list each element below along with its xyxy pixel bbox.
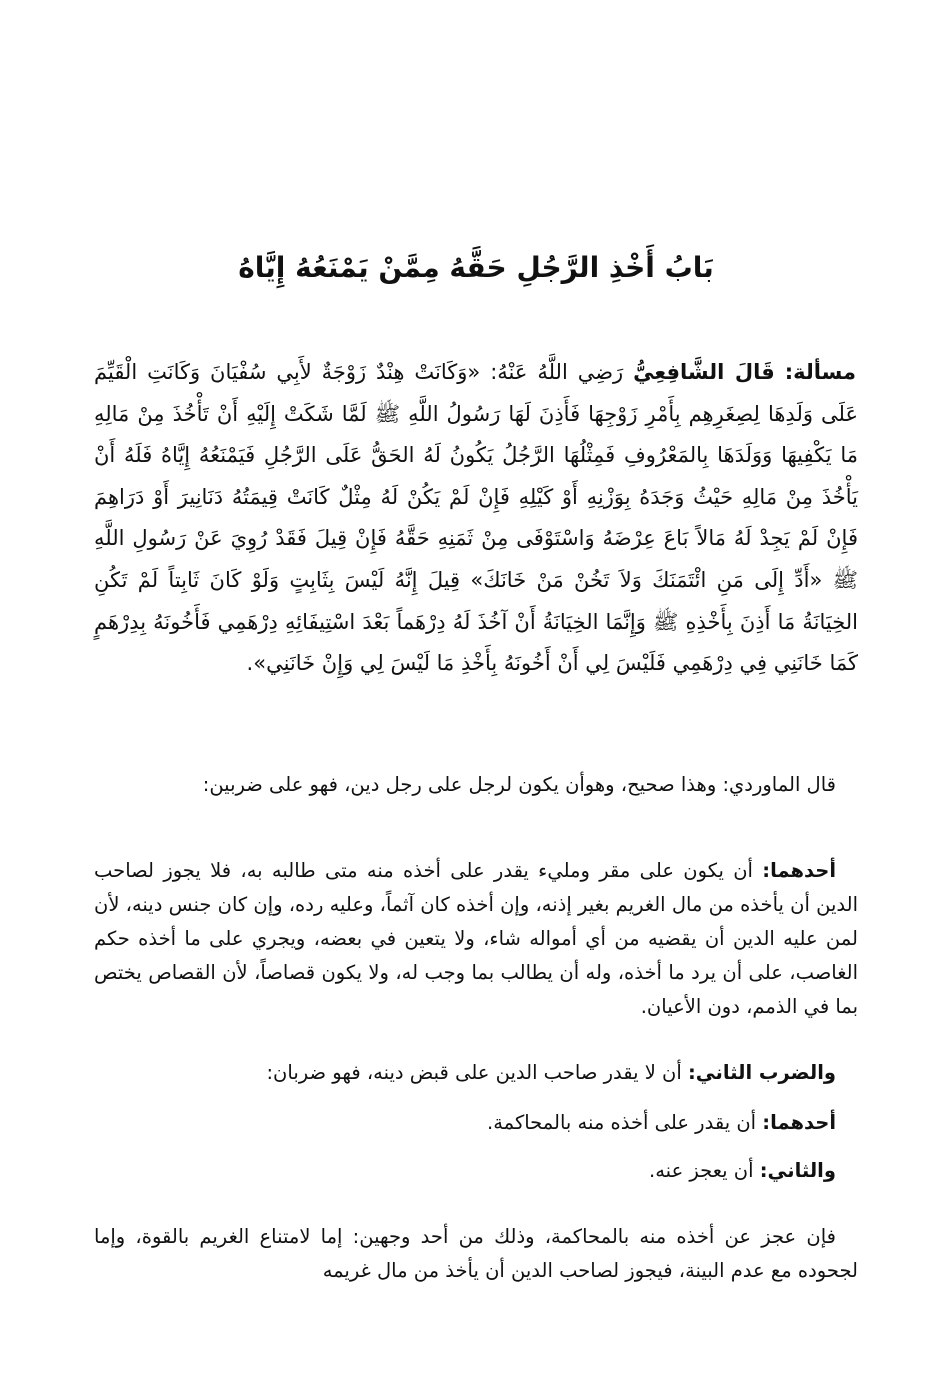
- commentary-paragraph: [94, 1106, 858, 1140]
- matn-speaker: قَالَ الشَّافِعِيُّ: [633, 360, 775, 384]
- paragraph-text: أن يعجز عنه.: [649, 1159, 754, 1182]
- commentary-paragraph: [94, 1056, 858, 1090]
- commentary-paragraph: [94, 1220, 858, 1288]
- masala-label: مسألة:: [784, 360, 856, 384]
- commentary-paragraph: [94, 854, 858, 1024]
- book-page: [94, 0, 858, 1375]
- commentary-paragraph: [94, 1154, 858, 1188]
- paragraph-text: قال الماوردي: وهذا صحيح، وهوأن يكون لرجل على رجل دين، فهو على ضربين:: [202, 773, 836, 796]
- matn-text: رَضِي اللَّهُ عَنْهُ: «وَكَانَتْ هِنْدٌ زَوْجَةٌ لأَبِي سُفْيَانَ وَكَانَتِ الْقَيِّمَ عَلَى وَلَدِهَا لِصِغَرِهِم بِأَمْرِ زَوْجِهَا فَأَذِنَ لَهَا رَسُولُ اللَّهِ ﷺ لَمَّا شَكَتْ إِلَيْهِ أَنْ تَأْخُذَ مِنْ مَالِهِ مَا يَكْفِيهَا وَوَلَدَهَا بِالمَعْرُوفِ فَمِثْلُهَا الرَّجُلُ يَكُونُ لَهُ الحَقُّ عَلَى الرَّجُلِ فَيَمْنَعُهُ إِيَّاهُ فَلَهُ أَنْ يَأْخُذَ مِنْ مَالِهِ حَيْثُ وَجَدَهُ بِوَزْنِهِ أَوْ كَيْلِهِ فَإِنْ لَمْ يَكُنْ لَهُ مِثْلٌ كَانَتْ قِيمَتُهُ دَنَانِيرَ أَوْ دَرَاهِمَ فَإِنْ لَمْ يَجِدْ لَهُ مَالاً بَاعَ عِرْضَهُ وَاسْتَوْفَى مِنْ ثَمَنِهِ حَقَّهُ فَإِنْ قِيلَ فَقَدْ رُوِيَ عَنْ رَسُولِ اللَّهِ ﷺ «أَدِّ إِلَى مَنِ ائْتَمَنَكَ وَلاَ تَخُنْ مَنْ خَانَكَ» قِيلَ إِنَّهُ لَيْسَ بِثَابِتٍ وَلَوْ كَانَ ثَابِتاً لَمْ تَكُنِ الخِيَانَةُ مَا أَذِنَ بِأَخْذِهِ ﷺ وَإِنَّمَا الخِيَانَةُ أَنْ آخُذَ لَهُ دِرْهَماً بَعْدَ اسْتِيفَائِهِ دِرْهَمِي فَأَخُونَهُ بِدِرْهَمٍ كَمَا خَانَنِي فِي دِرْهَمِي فَلَيْسَ لِي أَنْ أَخُونَهُ بِأَخْذِ مَا لَيْسَ لِي وَإِنْ خَانَنِي».: [94, 360, 858, 676]
- commentary-paragraph: [94, 768, 858, 802]
- paragraph-lead: والثاني:: [759, 1159, 836, 1182]
- paragraph-lead: والضرب الثاني:: [688, 1061, 836, 1084]
- chapter-title: بَابُ أَخْذِ الرَّجُلِ حَقَّهُ مِمَّنْ يَمْنَعُهُ إِيَّاهُ: [238, 251, 714, 284]
- paragraph-text: أن يكون على مقر ومليء يقدر على أخذه منه متى طالبه به، فلا يجوز لصاحب الدين أن يأخذه من مال الغريم بغير إذنه، وإن أخذه كان آثماً، وعليه رده، وإن كان جنس دينه، لأن لمن عليه الدين أن يقضيه من أي أمواله شاء، ولا يتعين في بعضه، ويجري على ما أخذه حكم الغاصب، على أن يرد ما أخذه، وله أن يطالب بما وجب له، ولا يكون قصاصاً، لأن القصاص يختص بما في الذمم، دون الأعيان.: [94, 859, 858, 1018]
- paragraph-text: أن يقدر على أخذه منه بالمحاكمة.: [487, 1111, 757, 1134]
- paragraph-text: فإن عجز عن أخذه منه بالمحاكمة، وذلك من أحد وجهين: إما لامتناع الغريم بالقوة، وإما لجحوده مع عدم البينة، فيجوز لصاحب الدين أن يأخذ من مال غريمه: [94, 1225, 858, 1282]
- paragraph-lead: أحدهما:: [762, 859, 836, 882]
- paragraph-lead: أحدهما:: [762, 1111, 836, 1134]
- matn-paragraph: [94, 352, 858, 685]
- paragraph-text: أن لا يقدر صاحب الدين على قبض دينه، فهو ضربان:: [266, 1061, 682, 1084]
